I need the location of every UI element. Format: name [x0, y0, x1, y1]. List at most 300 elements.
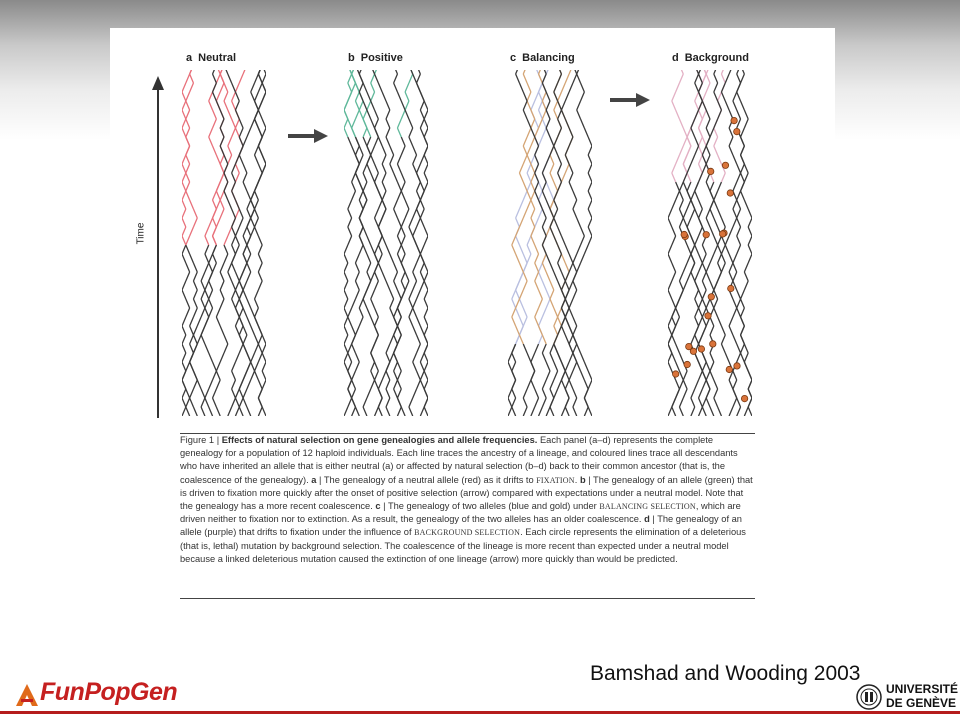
lineage-segment	[201, 398, 205, 407]
lineage-segment	[565, 335, 569, 344]
lineage-segment	[733, 200, 737, 209]
lineage-segment	[573, 290, 577, 299]
lineage-segment	[375, 281, 379, 290]
lineage-segment	[247, 191, 251, 200]
lineage-segment	[699, 290, 703, 299]
lineage-segment	[216, 101, 220, 110]
lineage-segment	[668, 209, 672, 218]
lineage-segment	[546, 299, 550, 308]
lineage-segment	[413, 299, 417, 308]
lineage-segment	[239, 281, 243, 290]
lineage-segment	[561, 362, 565, 371]
lineage-segment	[401, 236, 405, 245]
lineage-segment	[702, 70, 706, 74]
lineage-segment	[737, 110, 741, 119]
lineage-segment	[424, 290, 428, 299]
lineage-segment	[209, 101, 213, 110]
lineage-segment	[190, 326, 194, 335]
lineage-segment	[397, 245, 401, 254]
lineage-segment	[695, 146, 699, 155]
lineage-segment	[182, 218, 186, 227]
lineage-segment	[243, 236, 247, 245]
lineage-segment	[424, 236, 428, 245]
lineage-segment	[205, 263, 209, 272]
lineage-segment	[378, 218, 382, 227]
lineage-segment	[409, 398, 413, 407]
lineage-segment	[401, 272, 405, 281]
lineage-segment	[512, 245, 516, 254]
lineage-segment	[375, 164, 379, 173]
lineage-segment	[535, 245, 539, 254]
lineage-segment	[672, 317, 676, 326]
lineage-segment	[209, 263, 213, 272]
lineage-segment	[378, 191, 382, 200]
lineage-segment	[702, 146, 706, 155]
lineage-segment	[744, 281, 748, 290]
lineage-segment	[420, 272, 424, 281]
lineage-segment	[542, 380, 546, 389]
figure-caption: Figure 1 | Effects of natural selection on gene genealogies and allele frequencies. Each panel (a–d) represents the complete genealogy for a population of 12 haploid individuals. Each line traces the ancestry of a lineage, and coloured lines trace all descendants who have inherited an allele that is either neutral (a) or affected by natural selection (b–d) back to their common ancestor (that is, the coalescence of the genealogy). a | The genealogy of a neutral allele (red) as it drifts to FIXATION. b | The genealogy of an allele (green) that is driven to fixation more quickly after the onset of positive selection (arrow) compared with expectations under a neutral model. Note that the genealogy has a more recent coalescence. c | The genealogy of two alleles (blue and gold) under BALANCING SELECTION, which are driven neither to fixation nor to extinction. As a result, the genealogy of the two alleles has an older coalescence. d | The genealogy of an allele (purple) that drifts to fixation under the influence of BACKGROUND SELECTION. Each circle represents the elimination of a deleterious (that is, lethal) mutation by background selection. The coalescence of the lineage is more recent than expected under a neutral model because a linked deleterious mutation caused the extinction of one lineage (arrow) more quickly than would be predicted.	[180, 435, 753, 564]
lineage-segment	[744, 200, 748, 209]
lineage-segment	[348, 218, 352, 227]
lineage-segment	[542, 245, 546, 254]
lineage-segment	[741, 335, 745, 344]
lineage-segment	[255, 155, 259, 164]
lineage-segment	[235, 407, 239, 416]
lineage-segment	[344, 254, 348, 263]
lineage-segment	[182, 236, 186, 245]
lineage-segment	[546, 227, 550, 236]
lineage-segment	[424, 173, 428, 182]
lineage-segment	[561, 272, 565, 281]
lineage-segment	[569, 254, 573, 263]
lineage-segment	[702, 164, 706, 173]
lineage-segment	[401, 281, 405, 290]
lineage-segment	[224, 70, 228, 74]
lineage-segment	[706, 110, 710, 119]
lineage-segment	[386, 137, 390, 146]
lineage-segment	[523, 137, 527, 146]
lineage-segment	[733, 254, 737, 263]
lineage-segment	[588, 155, 592, 164]
deleterious-mutation-marker	[726, 366, 732, 372]
lineage-segment	[394, 272, 398, 281]
lineage-segment	[554, 191, 558, 200]
lineage-segment	[516, 254, 520, 263]
lineage-segment	[255, 317, 259, 326]
lineage-segment	[535, 92, 539, 101]
lineage-segment	[352, 389, 356, 398]
lineage-segment	[375, 272, 379, 281]
lineage-segment	[367, 164, 371, 173]
lineage-segment	[251, 371, 255, 380]
lineage-segment	[355, 83, 359, 92]
lineage-segment	[741, 317, 745, 326]
lineage-segment	[573, 74, 577, 83]
lineage-segment	[714, 92, 718, 101]
lineage-segment	[733, 389, 737, 398]
lineage-segment	[741, 155, 745, 164]
lineage-segment	[554, 83, 558, 92]
lineage-segment	[424, 344, 428, 353]
lineage-segment	[413, 236, 417, 245]
lineage-segment	[258, 380, 262, 389]
deleterious-mutation-marker	[698, 346, 704, 352]
lineage-segment	[363, 182, 367, 191]
lineage-segment	[539, 92, 543, 101]
lineage-segment	[405, 110, 409, 119]
lineage-segment	[363, 245, 367, 254]
lineage-segment	[565, 308, 569, 317]
lineage-segment	[561, 254, 565, 263]
lineage-segment	[683, 371, 687, 380]
lineage-segment	[216, 380, 220, 389]
lineage-segment	[558, 353, 562, 362]
lineage-segment	[186, 362, 190, 371]
lineage-segment	[213, 70, 217, 74]
lineage-segment	[197, 380, 201, 389]
lineage-segment	[401, 137, 405, 146]
lineage-segment	[352, 335, 356, 344]
lineage-segment	[213, 218, 217, 227]
lineage-segment	[523, 182, 527, 191]
lineage-segment	[729, 146, 733, 155]
lineage-segment	[220, 353, 224, 362]
lineage-segment	[588, 218, 592, 227]
lineage-segment	[668, 353, 672, 362]
lineage-segment	[417, 371, 421, 380]
lineage-segment	[232, 254, 236, 263]
lineage-segment	[588, 173, 592, 182]
lineage-segment	[397, 191, 401, 200]
lineage-segment	[672, 398, 676, 407]
lineage-segment	[581, 227, 585, 236]
lineage-segment	[243, 335, 247, 344]
deleterious-mutation-marker	[731, 117, 737, 123]
lineage-segment	[558, 173, 562, 182]
lineage-segment	[232, 380, 236, 389]
lineage-segment	[573, 326, 577, 335]
lineage-segment	[569, 128, 573, 137]
lineage-segment	[344, 317, 348, 326]
lineage-segment	[687, 191, 691, 200]
lineage-segment	[355, 101, 359, 110]
lineage-segment	[375, 209, 379, 218]
lineage-segment	[702, 380, 706, 389]
lineage-segment	[565, 380, 569, 389]
lineage-segment	[699, 164, 703, 173]
lineage-segment	[741, 290, 745, 299]
lineage-segment	[224, 83, 228, 92]
lineage-segment	[714, 218, 718, 227]
lineage-segment	[695, 308, 699, 317]
lineage-segment	[702, 155, 706, 164]
lineage-segment	[672, 407, 676, 416]
lineage-segment	[216, 191, 220, 200]
lineage-segment	[413, 281, 417, 290]
lineage-segment	[542, 335, 546, 344]
lineage-segment	[235, 290, 239, 299]
lineage-segment	[558, 245, 562, 254]
lineage-segment	[258, 263, 262, 272]
lineage-segment	[409, 137, 413, 146]
lineage-segment	[565, 164, 569, 173]
lineage-segment	[550, 146, 554, 155]
lineage-segment	[672, 101, 676, 110]
lineage-segment	[190, 200, 194, 209]
lineage-segment	[255, 299, 259, 308]
lineage-segment	[699, 110, 703, 119]
lineage-segment	[182, 398, 186, 407]
lineage-segment	[397, 92, 401, 101]
lineage-segment	[371, 70, 375, 74]
lineage-segment	[405, 101, 409, 110]
lineage-segment	[247, 254, 251, 263]
lineage-segment	[554, 236, 558, 245]
lineage-segment	[344, 119, 348, 128]
lineage-segment	[691, 263, 695, 272]
lineage-segment	[699, 389, 703, 398]
lineage-segment	[355, 137, 359, 146]
lineage-segment	[182, 281, 186, 290]
lineage-segment	[401, 191, 405, 200]
lineage-segment	[565, 371, 569, 380]
lineage-segment	[714, 191, 718, 200]
lineage-segment	[561, 83, 565, 92]
lineage-segment	[401, 218, 405, 227]
lineage-segment	[394, 389, 398, 398]
lineage-segment	[714, 200, 718, 209]
lineage-segment	[352, 299, 356, 308]
lineage-segment	[224, 344, 228, 353]
lineage-segment	[535, 128, 539, 137]
lineage-segment	[733, 101, 737, 110]
lineage-segment	[714, 389, 718, 398]
lineage-segment	[710, 227, 714, 236]
lineage-segment	[401, 101, 405, 110]
lineage-segment	[508, 362, 512, 371]
lineage-segment	[213, 236, 217, 245]
lineage-segment	[367, 110, 371, 119]
lineage-segment	[405, 83, 409, 92]
lineage-segment	[569, 182, 573, 191]
lineage-segment	[375, 110, 379, 119]
lineage-segment	[539, 407, 543, 416]
lineage-segment	[737, 308, 741, 317]
lineage-segment	[519, 83, 523, 92]
lineage-segment	[672, 299, 676, 308]
lineage-segment	[519, 290, 523, 299]
lineage-segment	[699, 146, 703, 155]
lineage-segment	[573, 362, 577, 371]
lineage-segment	[516, 281, 520, 290]
lineage-segment	[558, 101, 562, 110]
lineage-segment	[729, 326, 733, 335]
lineage-segment	[235, 308, 239, 317]
lineage-segment	[255, 92, 259, 101]
lineage-segment	[535, 164, 539, 173]
lineage-segment	[352, 119, 356, 128]
lineage-segment	[710, 407, 714, 416]
lineage-segment	[523, 254, 527, 263]
lineage-segment	[216, 308, 220, 317]
lineage-segment	[721, 70, 725, 74]
lineage-segment	[531, 119, 535, 128]
lineage-segment	[405, 209, 409, 218]
lineage-segment	[672, 335, 676, 344]
deleterious-mutation-marker	[722, 162, 728, 168]
lineage-segment	[213, 245, 217, 254]
lineage-segment	[706, 182, 710, 191]
lineage-segment	[702, 362, 706, 371]
lineage-segment	[367, 146, 371, 155]
lineage-segment	[565, 146, 569, 155]
lineage-segment	[588, 137, 592, 146]
lineage-segment	[512, 299, 516, 308]
lineage-segment	[420, 110, 424, 119]
lineage-segment	[390, 353, 394, 362]
lineage-segment	[546, 371, 550, 380]
lineage-segment	[232, 128, 236, 137]
lineage-segment	[359, 245, 363, 254]
lineage-segment	[401, 110, 405, 119]
lineage-segment	[573, 209, 577, 218]
lineage-segment	[584, 398, 588, 407]
lineage-segment	[691, 407, 695, 416]
lineage-segment	[190, 254, 194, 263]
lineage-segment	[201, 407, 205, 416]
lineage-segment	[182, 173, 186, 182]
lineage-segment	[371, 101, 375, 110]
lineage-segment	[235, 227, 239, 236]
lineage-segment	[239, 128, 243, 137]
lineage-segment	[531, 209, 535, 218]
lineage-segment	[706, 272, 710, 281]
lineage-segment	[201, 290, 205, 299]
lineage-segment	[424, 101, 428, 110]
lineage-segment	[371, 173, 375, 182]
lineage-segment	[255, 290, 259, 299]
lineage-segment	[352, 380, 356, 389]
lineage-segment	[344, 272, 348, 281]
lineage-segment	[691, 236, 695, 245]
lineage-segment	[262, 83, 266, 92]
lineage-segment	[344, 245, 348, 254]
lineage-segment	[691, 398, 695, 407]
lineage-segment	[527, 119, 531, 128]
lineage-segment	[679, 146, 683, 155]
lineage-segment	[386, 362, 390, 371]
lineage-segment	[718, 245, 722, 254]
lineage-segment	[382, 173, 386, 182]
lineage-segment	[405, 272, 409, 281]
lineage-segment	[397, 308, 401, 317]
lineage-segment	[573, 191, 577, 200]
lineage-segment	[531, 362, 535, 371]
lineage-segment	[542, 164, 546, 173]
lineage-segment	[193, 371, 197, 380]
lineage-segment	[581, 371, 585, 380]
lineage-segment	[352, 344, 356, 353]
lineage-segment	[744, 362, 748, 371]
lineage-segment	[699, 308, 703, 317]
lineage-segment	[371, 74, 375, 83]
lineage-segment	[554, 335, 558, 344]
lineage-segment	[363, 128, 367, 137]
lineage-segment	[695, 281, 699, 290]
lineage-segment	[232, 191, 236, 200]
lineage-segment	[699, 155, 703, 164]
lineage-segment	[561, 236, 565, 245]
lineage-segment	[527, 173, 531, 182]
lineage-segment	[554, 218, 558, 227]
panel-c-label: c Balancing	[510, 52, 575, 64]
lineage-segment	[741, 326, 745, 335]
lineage-segment	[186, 74, 190, 83]
lineage-segment	[375, 173, 379, 182]
lineage-segment	[413, 326, 417, 335]
lineage-segment	[386, 353, 390, 362]
lineage-segment	[363, 101, 367, 110]
lineage-segment	[363, 290, 367, 299]
lineage-segment	[232, 83, 236, 92]
genealogy-panel-background	[668, 70, 752, 416]
lineage-segment	[523, 398, 527, 407]
lineage-segment	[676, 299, 680, 308]
lineage-segment	[714, 245, 718, 254]
lineage-segment	[539, 182, 543, 191]
lineage-segment	[409, 407, 413, 416]
lineage-segment	[235, 110, 239, 119]
lineage-segment	[394, 281, 398, 290]
lineage-segment	[235, 173, 239, 182]
lineage-segment	[232, 92, 236, 101]
lineage-segment	[190, 317, 194, 326]
lineage-segment	[554, 317, 558, 326]
lineage-segment	[413, 209, 417, 218]
lineage-segment	[247, 209, 251, 218]
lineage-segment	[367, 128, 371, 137]
lineage-segment	[542, 218, 546, 227]
lineage-segment	[193, 380, 197, 389]
lineage-segment	[523, 155, 527, 164]
lineage-segment	[687, 272, 691, 281]
lineage-segment	[748, 209, 752, 218]
lineage-segment	[699, 371, 703, 380]
lineage-segment	[516, 299, 520, 308]
lineage-segment	[691, 272, 695, 281]
lineage-segment	[186, 191, 190, 200]
lineage-segment	[695, 83, 699, 92]
lineage-segment	[359, 209, 363, 218]
lineage-segment	[695, 290, 699, 299]
lineage-segment	[523, 272, 527, 281]
lineage-segment	[535, 389, 539, 398]
lineage-segment	[733, 209, 737, 218]
lineage-segment	[699, 299, 703, 308]
lineage-segment	[706, 389, 710, 398]
lineage-segment	[401, 227, 405, 236]
lineage-segment	[235, 128, 239, 137]
lineage-segment	[348, 74, 352, 83]
lineage-segment	[672, 353, 676, 362]
lineage-segment	[424, 227, 428, 236]
lineage-segment	[386, 344, 390, 353]
lineage-segment	[255, 227, 259, 236]
lineage-segment	[247, 353, 251, 362]
panel-b-label: b Positive	[348, 52, 403, 64]
lineage-segment	[737, 83, 741, 92]
